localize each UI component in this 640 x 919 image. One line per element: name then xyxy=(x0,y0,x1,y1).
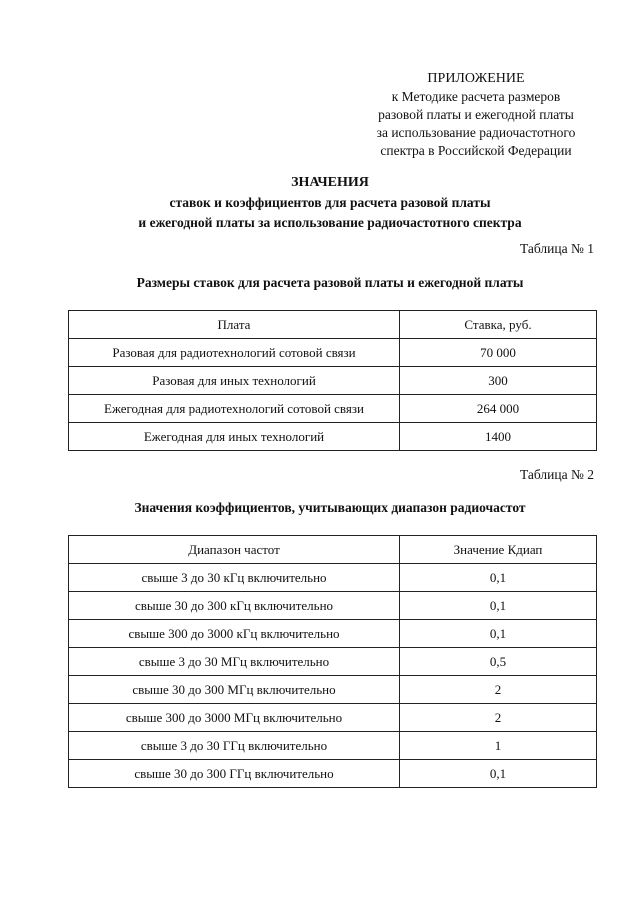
table-cell: свыше 300 до 3000 кГц включительно xyxy=(69,620,400,648)
table-row xyxy=(69,704,597,732)
document-title xyxy=(60,173,600,233)
header-cell: Диапазон частот xyxy=(69,536,400,564)
appendix-line: разовой платы и ежегодной платы xyxy=(378,107,574,122)
table-cell: 2 xyxy=(400,704,597,732)
table-cell: свыше 30 до 300 МГц включительно xyxy=(69,676,400,704)
appendix-line: спектра в Российской Федерации xyxy=(380,143,572,158)
table-row xyxy=(69,760,597,788)
table-row xyxy=(69,620,597,648)
table-cell: Разовая для радиотехнологий сотовой связи xyxy=(69,339,400,367)
table-cell: свыше 3 до 30 кГц включительно xyxy=(69,564,400,592)
appendix-line: к Методике расчета размеров xyxy=(391,89,561,104)
table-row xyxy=(69,676,597,704)
table-row xyxy=(69,648,597,676)
table2-number: Таблица № 2 xyxy=(520,467,594,482)
header-cell: Плата xyxy=(69,311,400,339)
table2-title: Значения коэффициентов, учитывающих диапазон радиочастот xyxy=(134,500,526,515)
table-cell: 0,1 xyxy=(400,592,597,620)
title-line: ставок и коэффициентов для расчета разовой платы xyxy=(169,195,491,210)
table-header-row xyxy=(69,536,597,564)
table-cell: 0,5 xyxy=(400,648,597,676)
table-cell: свыше 3 до 30 МГц включительно xyxy=(69,648,400,676)
table-row xyxy=(69,367,597,395)
table-row xyxy=(69,423,597,451)
appendix-line: за использование радиочастотного xyxy=(376,125,576,140)
table-cell: свыше 300 до 3000 МГц включительно xyxy=(69,704,400,732)
rates-table xyxy=(68,310,597,451)
table1-number: Таблица № 1 xyxy=(520,241,594,256)
table-cell: свыше 30 до 300 кГц включительно xyxy=(69,592,400,620)
table-cell: свыше 30 до 300 ГГц включительно xyxy=(69,760,400,788)
table-cell: Разовая для иных технологий xyxy=(69,367,400,395)
table-cell: Ежегодная для радиотехнологий сотовой связи xyxy=(69,395,400,423)
table-cell: 0,1 xyxy=(400,620,597,648)
table-row xyxy=(69,592,597,620)
appendix-heading: ПРИЛОЖЕНИЕ xyxy=(427,71,525,86)
table-cell: 1 xyxy=(400,732,597,760)
table1-title: Размеры ставок для расчета разовой платы и ежегодной платы xyxy=(136,275,524,290)
table-cell: 2 xyxy=(400,676,597,704)
header-cell: Ставка, руб. xyxy=(400,311,597,339)
table-cell: 70 000 xyxy=(400,339,597,367)
title-line: и ежегодной платы за использование радиочастотного спектра xyxy=(138,215,522,230)
table-cell: 0,1 xyxy=(400,564,597,592)
table-row xyxy=(69,732,597,760)
coefficients-table xyxy=(68,535,597,788)
table-cell: Ежегодная для иных технологий xyxy=(69,423,400,451)
table-header-row xyxy=(69,311,597,339)
header-cell: Значение Кдиап xyxy=(400,536,597,564)
table-row xyxy=(69,564,597,592)
table-row xyxy=(69,339,597,367)
table-cell: 0,1 xyxy=(400,760,597,788)
table-cell: 300 xyxy=(400,367,597,395)
table-row xyxy=(69,395,597,423)
table-cell: свыше 3 до 30 ГГц включительно xyxy=(69,732,400,760)
title-main: ЗНАЧЕНИЯ xyxy=(291,175,369,190)
table-cell: 1400 xyxy=(400,423,597,451)
table-cell: 264 000 xyxy=(400,395,597,423)
appendix-block xyxy=(356,70,596,160)
